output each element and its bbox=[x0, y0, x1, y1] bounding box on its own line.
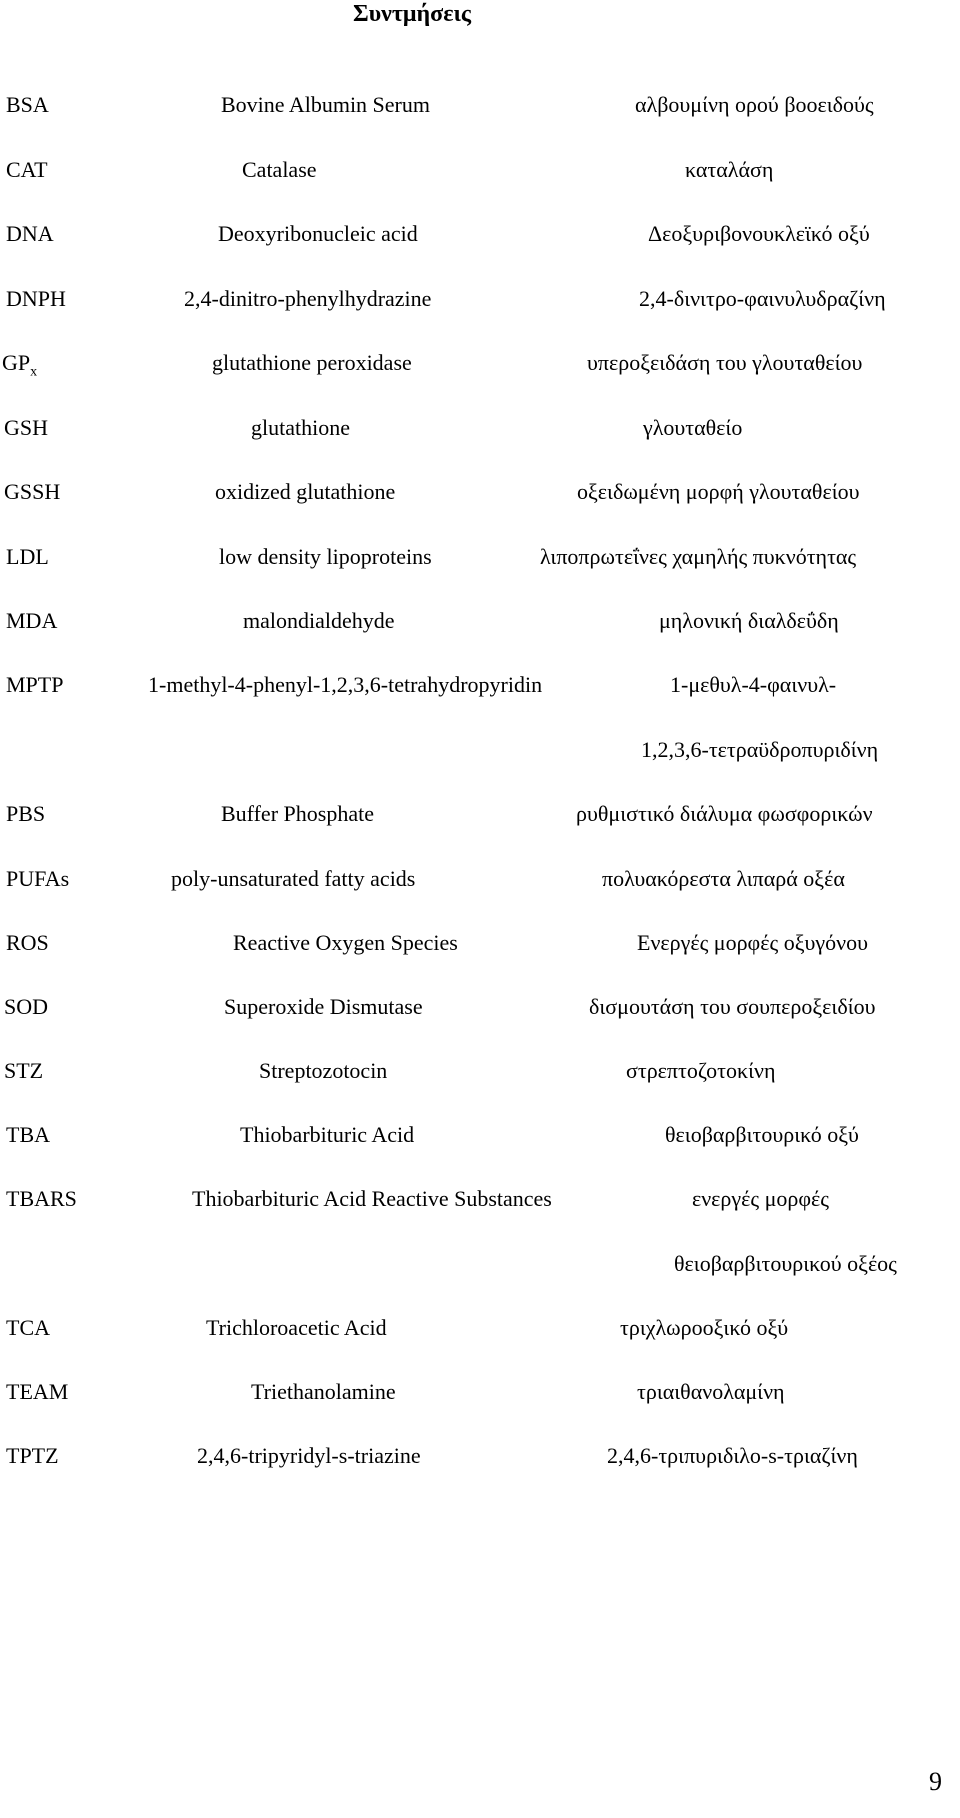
page-number: 9 bbox=[929, 1767, 942, 1796]
abbr-term: TCA bbox=[6, 1315, 50, 1340]
greek-term: πολυακόρεστα λιπαρά οξέα bbox=[602, 866, 845, 891]
greek-term: μηλονική διαλδεΰδη bbox=[659, 608, 839, 633]
english-term: Bovine Albumin Serum bbox=[221, 92, 430, 117]
english-term: Deoxyribonucleic acid bbox=[218, 221, 418, 246]
abbr-main: GP bbox=[2, 350, 31, 375]
greek-term: γλουταθείο bbox=[643, 415, 743, 440]
english-term: glutathione peroxidase bbox=[212, 350, 412, 375]
english-term: Trichloroacetic Acid bbox=[206, 1315, 387, 1340]
english-term: 1-methyl-4-phenyl-1,2,3,6-tetrahydropyridin bbox=[148, 672, 543, 697]
page-title: Συντμήσεις bbox=[353, 1, 472, 27]
abbr-term: STZ bbox=[4, 1058, 44, 1083]
greek-term: ενεργές μορφές bbox=[692, 1186, 829, 1211]
greek-term: οξειδωμένη μορφή γλουταθείου bbox=[577, 479, 860, 504]
english-term: Streptozotocin bbox=[259, 1058, 388, 1083]
abbr-term: TPTZ bbox=[6, 1443, 59, 1468]
english-term: Triethanolamine bbox=[251, 1379, 396, 1404]
english-term: 2,4-dinitro-phenylhydrazine bbox=[184, 286, 432, 311]
abbr-subscript: x bbox=[30, 364, 38, 380]
abbr-term: CAT bbox=[6, 157, 48, 182]
greek-term: λιποπρωτεΐνες χαμηλής πυκνότητας bbox=[540, 544, 857, 569]
greek-term: ρυθμιστικό διάλυμα φωσφορικών bbox=[576, 801, 873, 826]
english-term: Thiobarbituric Acid bbox=[240, 1122, 415, 1147]
greek-term-continued: θειοβαρβιτουρικού οξέος bbox=[674, 1251, 897, 1276]
greek-term: 1-μεθυλ-4-φαινυλ- bbox=[670, 672, 837, 697]
english-term: low density lipoproteins bbox=[219, 544, 432, 569]
abbr-term: MPTP bbox=[6, 672, 64, 697]
abbr-term: DNPH bbox=[6, 286, 66, 311]
greek-term: τριαιθανολαμίνη bbox=[637, 1379, 785, 1404]
greek-term: αλβουμίνη ορού βοοειδούς bbox=[635, 92, 874, 117]
english-term: Catalase bbox=[242, 157, 317, 182]
english-term: 2,4,6-tripyridyl-s-triazine bbox=[197, 1443, 421, 1468]
abbr-term bbox=[2, 350, 37, 385]
abbr-term: TBARS bbox=[6, 1186, 77, 1211]
abbr-term: PUFAs bbox=[6, 866, 70, 891]
greek-term: καταλάση bbox=[685, 157, 774, 182]
abbr-term: GSH bbox=[4, 415, 49, 440]
greek-term: θειοβαρβιτουρικό οξύ bbox=[665, 1122, 859, 1147]
greek-term: υπεροξειδάση του γλουταθείου bbox=[587, 350, 863, 375]
abbr-term: GSSH bbox=[4, 479, 61, 504]
abbr-term: PBS bbox=[6, 801, 46, 826]
english-term: Buffer Phosphate bbox=[221, 801, 374, 826]
english-term: oxidized glutathione bbox=[215, 479, 396, 504]
abbr-term: DNA bbox=[6, 221, 54, 246]
abbr-term: TEAM bbox=[6, 1379, 69, 1404]
english-term: malondialdehyde bbox=[243, 608, 395, 633]
english-term: Reactive Oxygen Species bbox=[233, 930, 458, 955]
greek-term: 2,4-δινιτρο-φαινυλυδραζίνη bbox=[639, 286, 886, 311]
abbr-term: SOD bbox=[4, 994, 49, 1019]
greek-term: Ενεργές μορφές οξυγόνου bbox=[637, 930, 868, 955]
abbr-term: BSA bbox=[6, 92, 49, 117]
english-term: Superoxide Dismutase bbox=[224, 994, 423, 1019]
english-term: glutathione bbox=[251, 415, 350, 440]
abbr-term: TBA bbox=[6, 1122, 50, 1147]
abbr-term: MDA bbox=[6, 608, 58, 633]
greek-term-continued: 1,2,3,6-τετραϋδροπυριδίνη bbox=[641, 737, 879, 762]
greek-term: 2,4,6-τριπυριδιλο-s-τριαζίνη bbox=[607, 1443, 858, 1468]
abbr-term: ROS bbox=[6, 930, 49, 955]
greek-term: τριχλωροοξικό οξύ bbox=[620, 1315, 789, 1340]
english-term: poly-unsaturated fatty acids bbox=[171, 866, 416, 891]
greek-term: δισμουτάση του σουπεροξειδίου bbox=[589, 994, 876, 1019]
greek-term: στρεπτοζοτοκίνη bbox=[626, 1058, 776, 1083]
greek-term: Δεοξυριβονουκλεϊκό οξύ bbox=[648, 221, 870, 246]
abbr-term: LDL bbox=[6, 544, 49, 569]
english-term: Thiobarbituric Acid Reactive Substances bbox=[192, 1186, 552, 1211]
